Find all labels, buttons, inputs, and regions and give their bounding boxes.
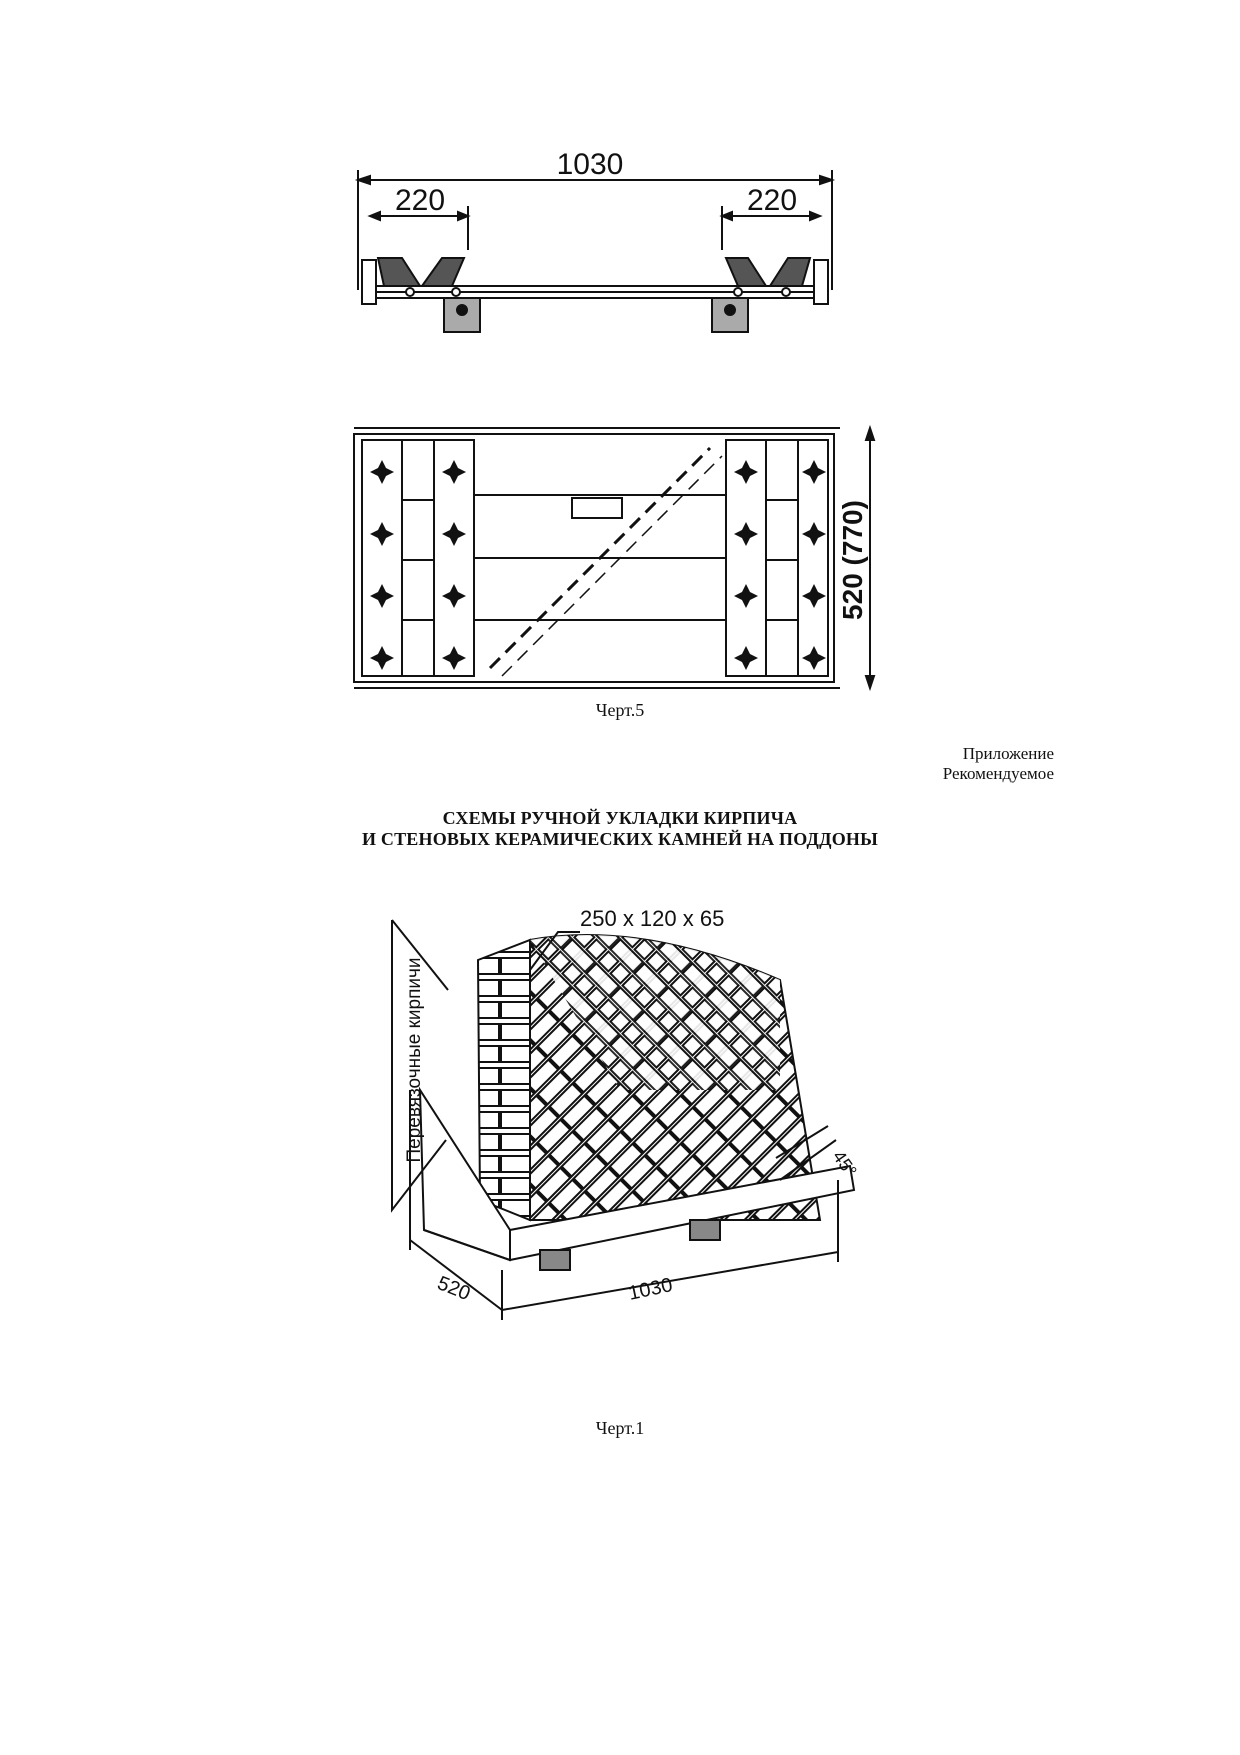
appendix-status: Рекомендуемое [942,764,1054,783]
dim-height-label: 520 (770) [837,500,868,620]
heading-line-1: СХЕМЫ РУЧНОЙ УКЛАДКИ КИРПИЧА [442,808,798,828]
dim-right-label: 220 [746,184,798,217]
angle-label: 45° [828,1146,861,1181]
side-bricks-label: Перевязочные кирпичи [404,957,425,1163]
appendix-block [943,744,1054,784]
brick-size-label: 250 x 120 x 65 [580,906,725,931]
pallet-elevation-drawing [340,140,860,360]
width-dim-label: 520 [434,1272,474,1306]
brick-stack-drawing [380,890,920,1360]
length-dim-label: 1030 [626,1274,675,1305]
section-heading [0,808,1240,850]
heading-line-2: И СТЕНОВЫХ КЕРАМИЧЕСКИХ КАМНЕЙ НА ПОДДОНЫ [362,829,878,849]
appendix-label: Приложение [962,744,1054,763]
pallet-plan-drawing [340,420,900,700]
dim-total-label: 1030 [556,148,624,181]
figure5-caption: Черт.5 [595,700,645,720]
dim-left-label: 220 [394,184,446,217]
figure1-caption: Черт.1 [595,1418,645,1438]
